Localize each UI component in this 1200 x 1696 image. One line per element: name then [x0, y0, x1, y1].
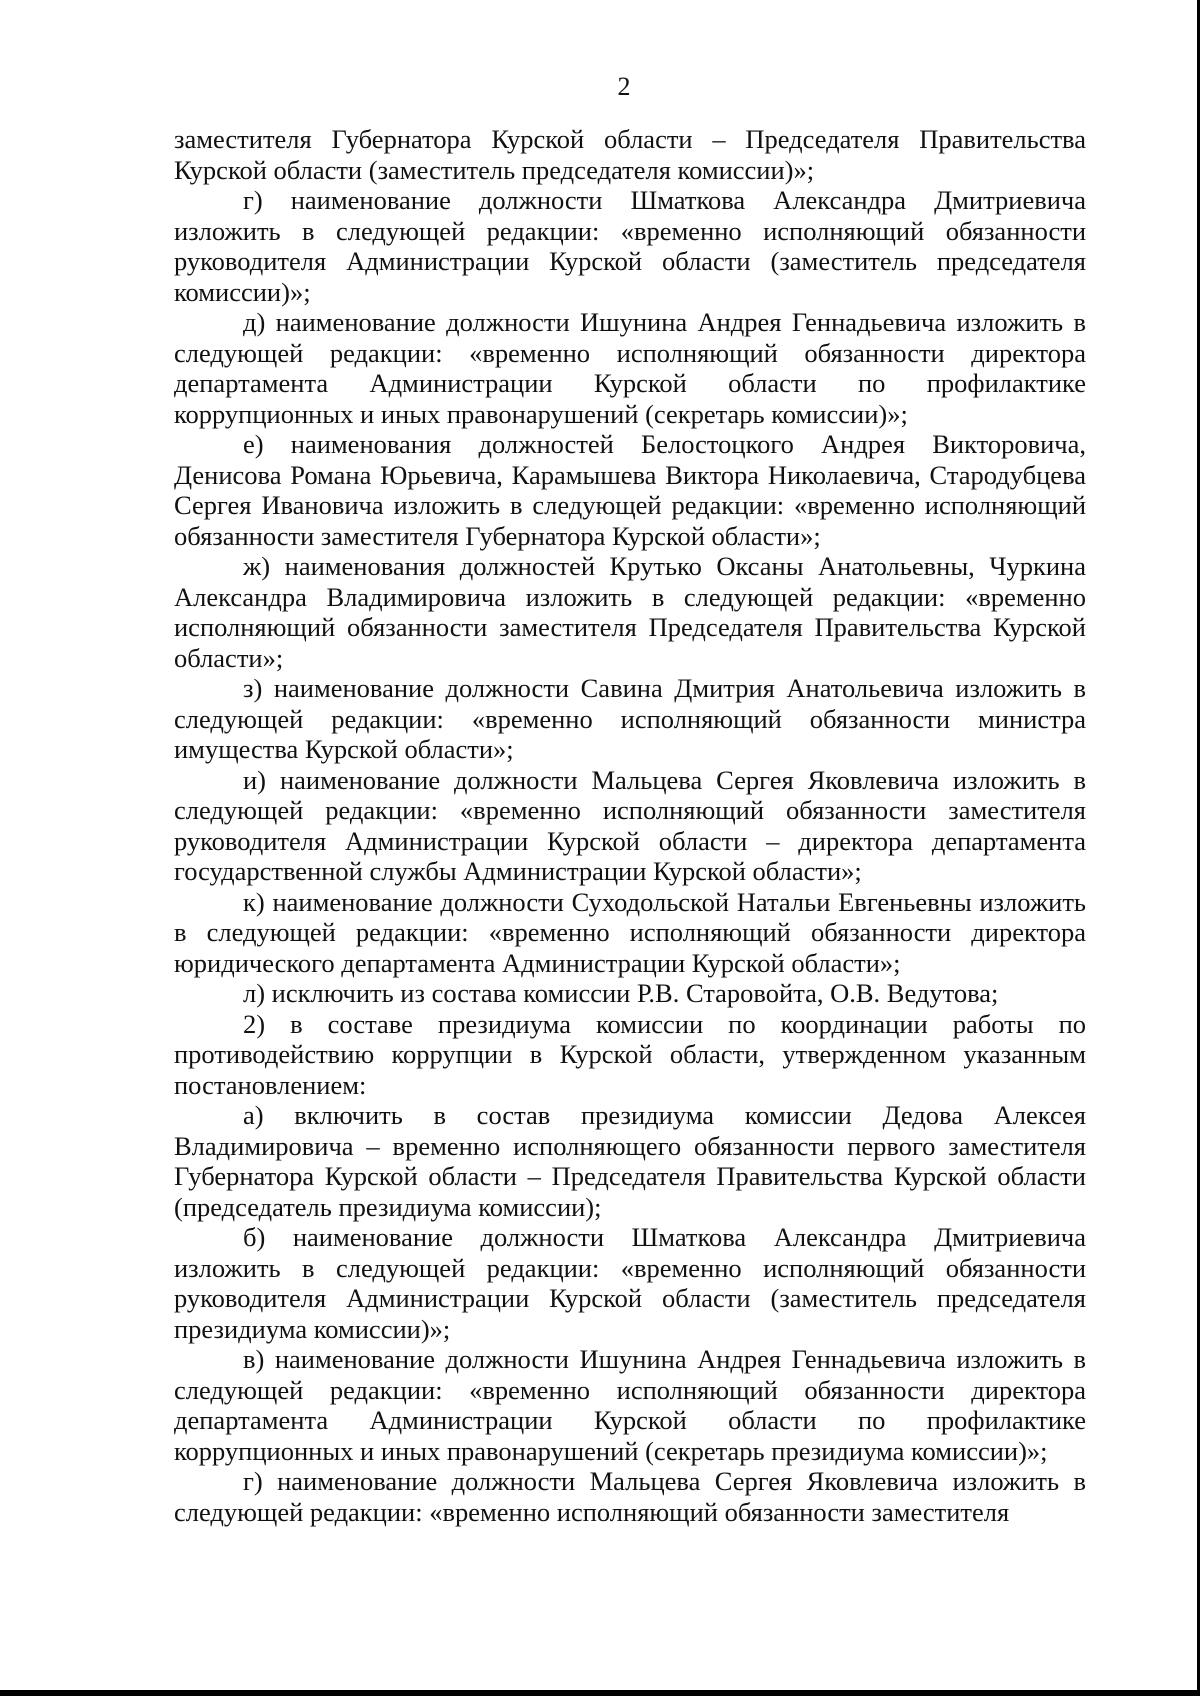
paragraph-section-2: 2) в составе президиума комиссии по координации работы по противодействию коррупции в Курской области, утвержденном указанным постановлением: — [174, 1008, 1086, 1100]
paragraph-item-i: и) наименование должности Мальцева Сергея Яковлевича изложить в следующей редакции: «временно исполняющий обязанности заместителя руководителя Администрации Курской области – директора департамента государственной службы Администрации Курской области»; — [174, 764, 1086, 886]
paragraph-item-d: д) наименование должности Ишунина Андрея Геннадьевича изложить в следующей редакции: «временно исполняющий обязанности директора департамента Администрации Курской области по профилактике коррупционных и иных правонарушений (секретарь комиссии)»; — [174, 307, 1086, 429]
paragraph-item-a: а) включить в состав президиума комиссии Дедова Алексея Владимировича – временно исполняющего обязанности первого заместителя Губернатора Курской области – Председателя Правительства Курской области (председатель президиума комиссии); — [174, 1100, 1086, 1222]
paragraph-item-k: к) наименование должности Суходольской Натальи Евгеньевны изложить в следующей редакции: «временно исполняющий обязанности директора юридического департамента Администрации Курской области»; — [174, 886, 1086, 978]
paragraph-item-l: л) исключить из состава комиссии Р.В. Старовойта, О.В. Ведутова; — [243, 978, 999, 1008]
paragraph-continuation: заместителя Губернатора Курской области – Председателя Правительства Курской области (заместитель председателя комиссии)»; — [174, 124, 1086, 185]
paragraph-item-v: в) наименование должности Ишунина Андрея Геннадьевича изложить в следующей редакции: «временно исполняющий обязанности директора департамента Администрации Курской области по профилактике коррупционных и иных правонарушений (секретарь президиума комиссии)»; — [174, 1344, 1086, 1466]
paragraph-item-b: б) наименование должности Шматкова Александра Дмитриевича изложить в следующей редакции: «временно исполняющий обязанности руководителя Администрации Курской области (заместитель председателя президиума комиссии)»; — [174, 1222, 1086, 1344]
paragraph-item-g-2: г) наименование должности Мальцева Сергея Яковлевича изложить в следующей редакции: «временно исполняющий обязанности заместителя — [174, 1466, 1086, 1527]
document-body — [174, 124, 1086, 1527]
scan-border-bottom — [0, 1690, 1200, 1696]
paragraph-item-z: з) наименование должности Савина Дмитрия Анатольевича изложить в следующей редакции: «временно исполняющий обязанности министра имущества Курской области»; — [174, 673, 1086, 764]
page-number: 2 — [617, 72, 631, 101]
paragraph-item-zh: ж) наименования должностей Крутько Оксаны Анатольевны, Чуркина Александра Владимировича изложить в следующей редакции: «временно исполняющий обязанности заместителя Председателя Правительства Курской области»; — [174, 551, 1086, 673]
paragraph-item-e: е) наименования должностей Белостоцкого Андрея Викторовича, Денисова Романа Юрьевича, Карамышева Виктора Николаевича, Стародубцева Сергея Ивановича изложить в следующей редакции: «временно исполняющий обязанности заместителя Губернатора Курской области»; — [174, 429, 1086, 551]
paragraph-item-g: г) наименование должности Шматкова Александра Дмитриевича изложить в следующей редакции: «временно исполняющий обязанности руководителя Администрации Курской области (заместитель председателя комиссии)»; — [174, 185, 1086, 307]
